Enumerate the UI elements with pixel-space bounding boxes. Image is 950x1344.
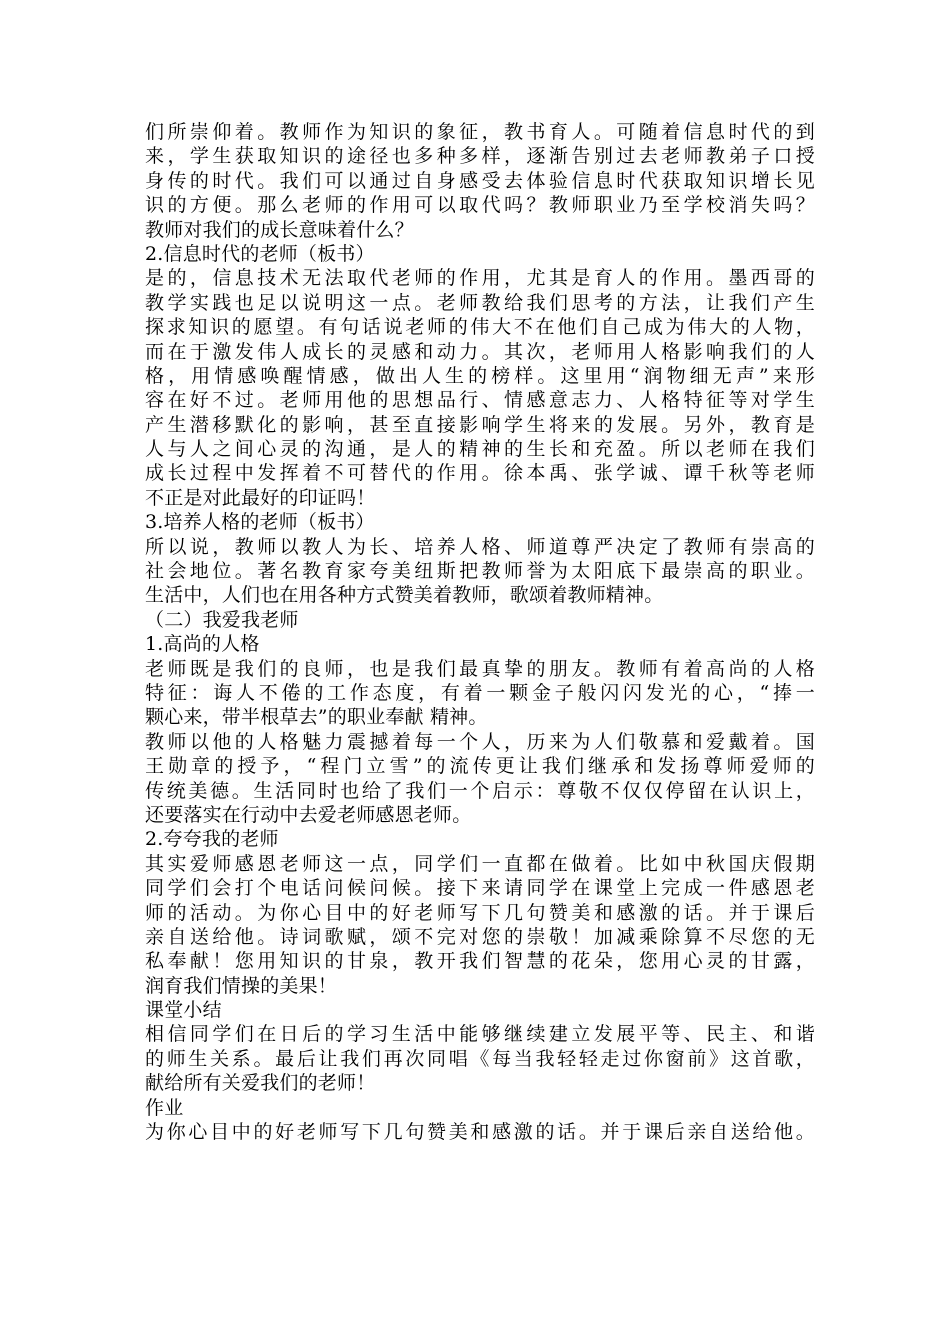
text-line: 老师既是我们的良师，也是我们最真挚的朋友。教师有着高尚的人格 — [145, 657, 815, 680]
section-heading: 3.培养人格的老师（板书） — [145, 511, 375, 534]
text-line: 同学们会打个电话问候问候。接下来请同学在课堂上完成一件感恩老 — [145, 877, 815, 900]
text-line: 容在好不过。老师用他的思想品行、情感意志力、人格特征等对学生 — [145, 389, 815, 412]
text-line: 社会地位。著名教育家夸美纽斯把教师誉为太阳底下最崇高的职业。 — [145, 560, 815, 583]
section-heading: 作业 — [145, 1096, 184, 1119]
section-heading: 课堂小结 — [145, 999, 222, 1022]
text-line: 相信同学们在日后的学习生活中能够继续建立发展平等、民主、和谐 — [145, 1023, 815, 1046]
text-line: 教师以他的人格魅力震撼着每一个人，历来为人们敬慕和爱戴着。国 — [145, 730, 815, 753]
section-heading: 2.信息时代的老师（板书） — [145, 242, 375, 265]
text-line: 特征：诲人不倦的工作态度，有着一颗金子般闪闪发光的心，“捧一 — [145, 681, 815, 704]
text-line: 师的活动。为你心目中的好老师写下几句赞美和感激的话。并于课后 — [145, 901, 815, 924]
text-line: 人与人之间心灵的沟通，是人的精神的生长和充盈。所以老师在我们 — [145, 438, 815, 461]
text-line: 所以说，教师以教人为长、培养人格、师道尊严决定了教师有崇高的 — [145, 535, 815, 558]
section-heading: 2.夸夸我的老师 — [145, 828, 279, 851]
text-line: 是的，信息技术无法取代老师的作用，尤其是育人的作用。墨西哥的 — [145, 267, 815, 290]
text-line: 传统美德。生活同时也给了我们一个启示：尊敬不仅仅停留在认识上， — [145, 779, 815, 802]
text-line: 润育我们情操的美果！ — [145, 974, 338, 997]
text-line: 亲自送给他。诗词歌赋，颂不完对您的崇敬！加减乘除算不尽您的无 — [145, 925, 815, 948]
text-line: 探求知识的愿望。有句话说老师的伟大不在他们自己成为伟大的人物， — [145, 316, 815, 339]
section-heading: （二）我爱我老师 — [145, 608, 299, 631]
document-body — [145, 120, 815, 1144]
text-line: 为你心目中的好老师写下几句赞美和感激的话。并于课后亲自送给他。 — [145, 1121, 815, 1144]
text-line: 身传的时代。我们可以通过自身感受去体验信息时代获取知识增长见 — [145, 169, 815, 192]
text-line: 教师对我们的成长意味着什么？ — [145, 218, 414, 241]
text-line: 格，用情感唤醒情感，做出人生的榜样。这里用“润物细无声”来形 — [145, 364, 815, 387]
text-line: 生活中，人们也在用各种方式赞美着教师，歌颂着教师精神。 — [145, 584, 664, 607]
text-line: 其实爱师感恩老师这一点，同学们一直都在做着。比如中秋国庆假期 — [145, 852, 815, 875]
text-line: 成长过程中发挥着不可替代的作用。徐本禹、张学诚、谭千秋等老师 — [145, 462, 815, 485]
text-line: 的师生关系。最后让我们再次同唱《每当我轻轻走过你窗前》这首歌， — [145, 1047, 815, 1070]
text-line: 来，学生获取知识的途径也多种多样，逐渐告别过去老师教弟子口授 — [145, 145, 815, 168]
text-line: 颗心来，带半根草去”的职业奉献 精神。 — [145, 706, 488, 729]
text-line: 识的方便。那么老师的作用可以取代吗？教师职业乃至学校消失吗？ — [145, 194, 815, 217]
text-line: 而在于激发伟人成长的灵感和动力。其次，老师用人格影响我们的人 — [145, 340, 815, 363]
text-line: 产生潜移默化的影响，甚至直接影响学生将来的发展。另外，教育是 — [145, 413, 815, 436]
text-line: 还要落实在行动中去爱老师感恩老师。 — [145, 803, 472, 826]
section-heading: 1.高尚的人格 — [145, 633, 260, 656]
text-line: 献给所有关爱我们的老师！ — [145, 1072, 376, 1095]
text-line: 不正是对此最好的印证吗！ — [145, 486, 376, 509]
text-line: 教学实践也足以说明这一点。老师教给我们思考的方法，让我们产生 — [145, 291, 815, 314]
text-line: 王勋章的授予，“程门立雪”的流传更让我们继承和发扬尊师爱师的 — [145, 755, 815, 778]
text-line: 们所崇仰着。教师作为知识的象征，教书育人。可随着信息时代的到 — [145, 121, 815, 143]
text-line: 私奉献！您用知识的甘泉，教开我们智慧的花朵，您用心灵的甘露， — [145, 950, 815, 973]
